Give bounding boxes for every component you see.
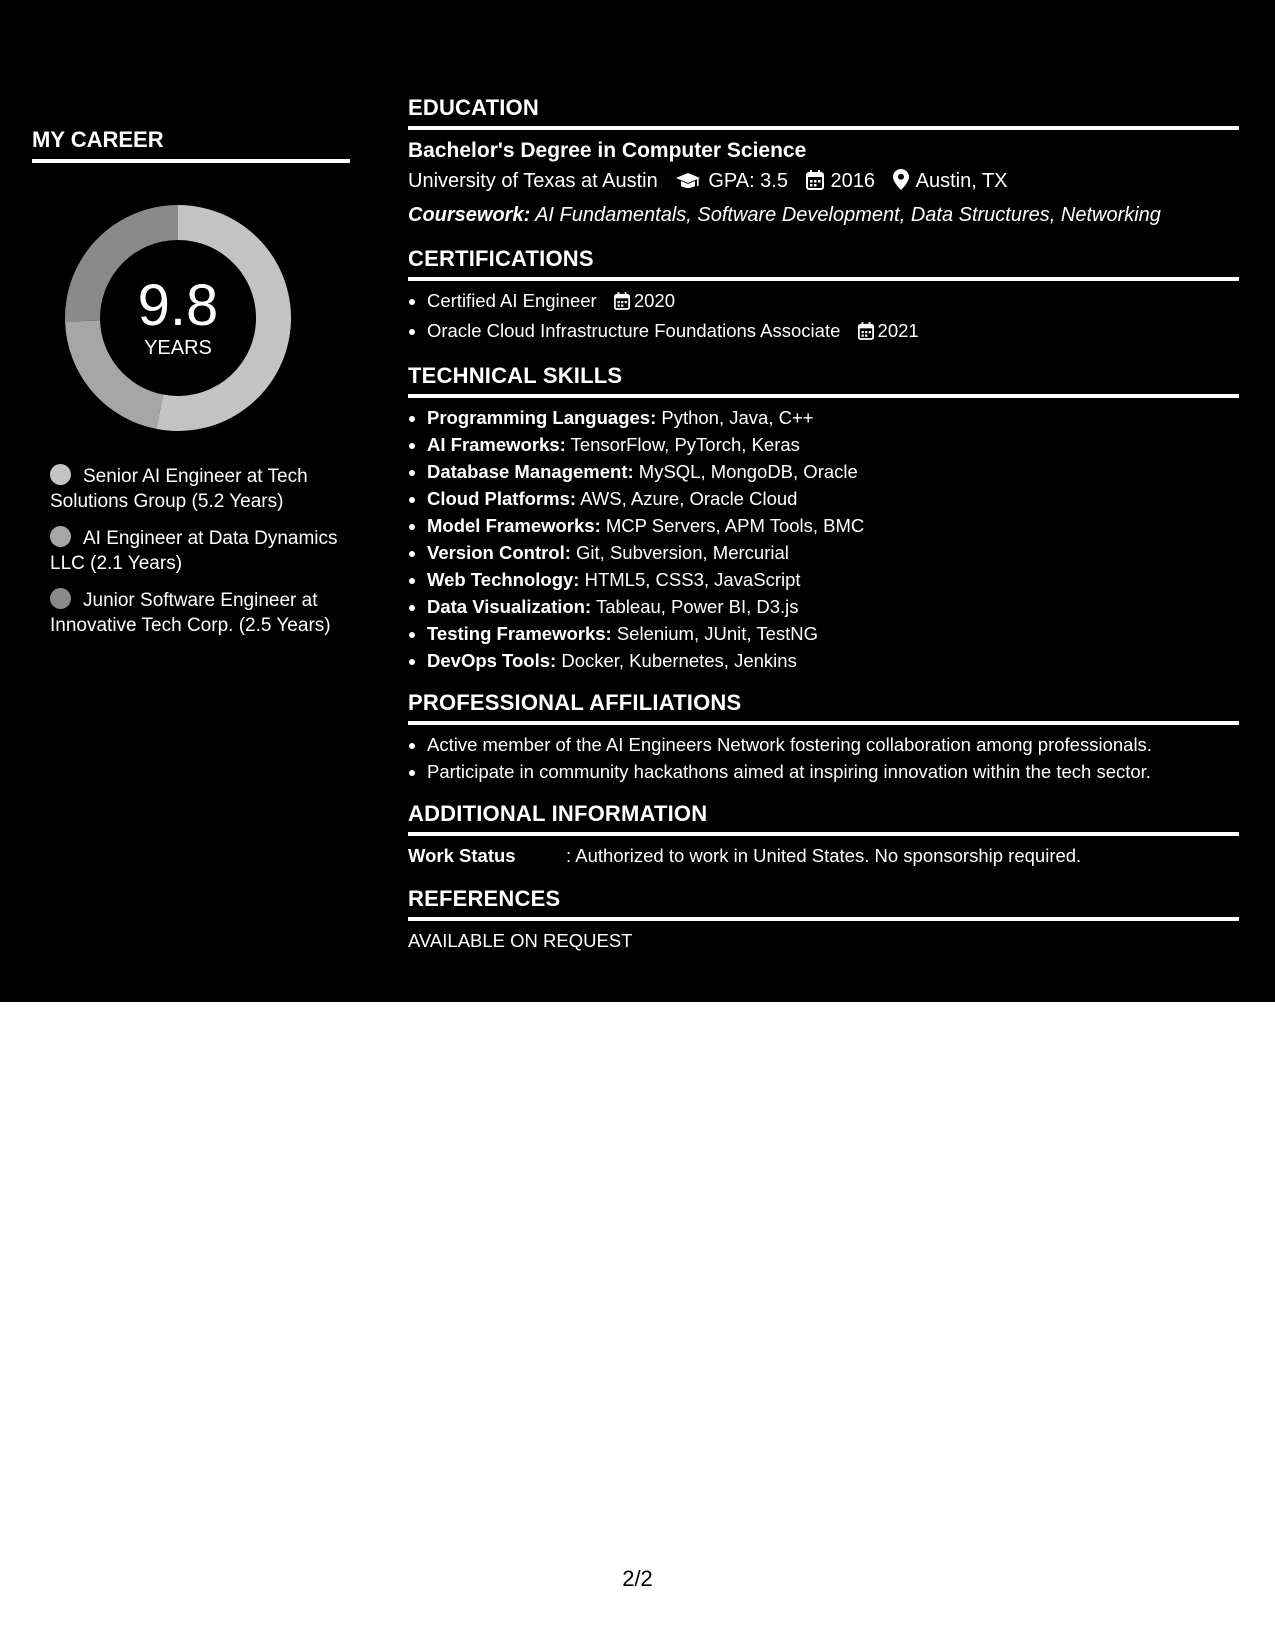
skill-value: HTML5, CSS3, JavaScript — [584, 569, 801, 590]
affiliation-item: • Active member of the AI Engineers Network fostering collaboration among professionals. — [427, 731, 1239, 758]
certification-name: Oracle Cloud Infrastructure Foundations Associate — [427, 320, 841, 341]
calendar-icon — [858, 320, 874, 347]
graduation-year: 2016 — [830, 170, 876, 192]
certifications-section — [408, 245, 1239, 347]
total-years-unit: YEARS — [144, 337, 212, 359]
skills-section — [408, 362, 1239, 674]
total-years-value: 9.8 — [137, 273, 219, 338]
school-name: University of Texas at Austin — [408, 170, 658, 192]
education-section — [408, 94, 1239, 230]
legend-dot — [50, 588, 71, 609]
skill-item — [427, 539, 1239, 566]
legend-dot — [50, 526, 71, 547]
career-title: MY CAREER — [32, 126, 350, 163]
coursework-label: Coursework: — [408, 204, 531, 226]
degree-title: Bachelor's Degree in Computer Science — [408, 139, 807, 162]
skill-value: Python, Java, C++ — [661, 407, 814, 428]
certifications-list — [408, 287, 1239, 347]
coursework — [408, 200, 1239, 230]
career-donut-chart — [65, 205, 291, 431]
skills-list — [408, 404, 1239, 674]
section-title-affiliations: PROFESSIONAL AFFILIATIONS — [408, 689, 1239, 725]
skill-item — [427, 458, 1239, 485]
skill-label: Web Technology: — [427, 569, 580, 590]
skill-item — [427, 485, 1239, 512]
map-pin-icon — [893, 169, 909, 200]
section-title-references: REFERENCES — [408, 885, 1239, 921]
page-number: 2/2 — [622, 1566, 653, 1591]
additional-info-section — [408, 800, 1239, 870]
education-details — [408, 166, 1239, 200]
career-sidebar — [32, 126, 350, 636]
skill-label: Database Management: — [427, 461, 634, 482]
skill-label: Cloud Platforms: — [427, 488, 577, 509]
work-status-label: Work Status — [408, 845, 516, 866]
section-title-education: EDUCATION — [408, 94, 1239, 130]
affiliation-item: • Participate in community hackathons aimed at inspiring innovation within the tech sector. — [427, 758, 1239, 785]
career-legend-item — [50, 526, 350, 576]
career-role-label: AI Engineer at Data Dynamics LLC (2.1 Years) — [50, 528, 338, 574]
career-legend-item — [50, 588, 350, 638]
certification-name: Certified AI Engineer — [427, 290, 597, 311]
section-title-additional: ADDITIONAL INFORMATION — [408, 800, 1239, 836]
skill-item — [427, 512, 1239, 539]
work-status-row — [408, 842, 1239, 870]
career-role-label: Junior Software Engineer at Innovative Tech Corp. (2.5 Years) — [50, 590, 331, 636]
skill-label: AI Frameworks: — [427, 434, 566, 455]
skill-label: Version Control: — [427, 542, 571, 563]
skill-item — [427, 431, 1239, 458]
affiliations-section — [408, 689, 1239, 785]
skill-label: Data Visualization: — [427, 596, 592, 617]
certification-year: 2020 — [633, 290, 675, 311]
skill-label: DevOps Tools: — [427, 650, 557, 671]
skill-value: TensorFlow, PyTorch, Keras — [570, 434, 800, 455]
skill-value: Selenium, JUnit, TestNG — [616, 623, 819, 644]
section-title-certifications: CERTIFICATIONS — [408, 245, 1239, 281]
skill-item — [427, 566, 1239, 593]
skill-value: Git, Subversion, Mercurial — [576, 542, 789, 563]
work-status-value: : Authorized to work in United States. No sponsorship required. — [566, 845, 1082, 866]
skill-value: Tableau, Power BI, D3.js — [595, 596, 799, 617]
references-section — [408, 885, 1239, 955]
skill-item — [427, 647, 1239, 674]
legend-dot — [50, 464, 71, 485]
certification-item — [427, 287, 1239, 317]
skill-item — [427, 404, 1239, 431]
skill-item — [427, 620, 1239, 647]
school-location: Austin, TX — [915, 170, 1008, 192]
gpa: GPA: 3.5 — [708, 170, 788, 192]
affiliations-list — [408, 731, 1239, 785]
calendar-icon — [806, 169, 824, 200]
career-legend-item — [50, 464, 350, 514]
calendar-icon — [614, 290, 630, 317]
skill-value: MySQL, MongoDB, Oracle — [638, 461, 858, 482]
donut-center — [65, 273, 291, 361]
certification-year: 2021 — [877, 320, 919, 341]
coursework-list: AI Fundamentals, Software Development, Data Structures, Networking — [535, 204, 1161, 226]
skill-label: Model Frameworks: — [427, 515, 601, 536]
certification-item — [427, 317, 1239, 347]
graduation-cap-icon — [675, 169, 701, 200]
career-role-label: Senior AI Engineer at Tech Solutions Group (5.2 Years) — [50, 466, 308, 512]
skill-label: Programming Languages: — [427, 407, 657, 428]
skill-label: Testing Frameworks: — [427, 623, 612, 644]
skill-value: AWS, Azure, Oracle Cloud — [580, 488, 798, 509]
main-column — [408, 94, 1239, 970]
career-legend — [50, 464, 350, 650]
references-text: AVAILABLE ON REQUEST — [408, 930, 633, 951]
skill-value: MCP Servers, APM Tools, BMC — [605, 515, 865, 536]
skill-value: Docker, Kubernetes, Jenkins — [561, 650, 797, 671]
section-title-skills: TECHNICAL SKILLS — [408, 362, 1239, 398]
skill-item — [427, 593, 1239, 620]
